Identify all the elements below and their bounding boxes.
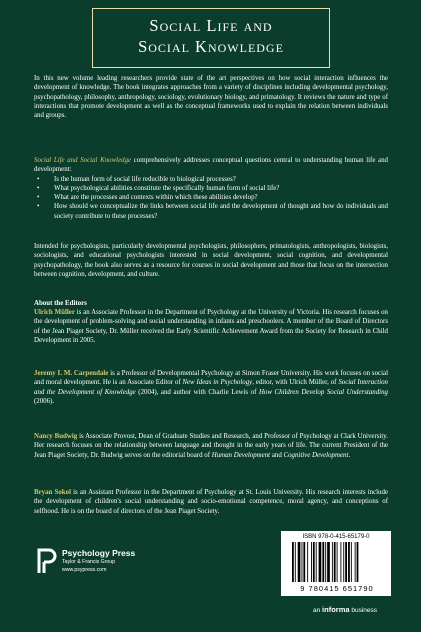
editor-bio-text: is an Assistant Professor in the Department of Psychology at St. Louis University. His research interests include the development of children's social understanding and socio-emotional competence, moral agency, and conceptions of selfhood. He is on the board of directors of the Jean Piaget Society. bbox=[34, 489, 388, 515]
editor-bio-text: . bbox=[348, 451, 351, 459]
title-line-1 bbox=[93, 15, 329, 36]
title-initial-2: S bbox=[138, 37, 149, 56]
editor-bio-text: (2004), and author with Charlie Lewis of bbox=[135, 388, 259, 396]
question-list bbox=[34, 175, 388, 221]
editor-bio-text: is Associate Provost, Dean of Graduate Studies and Research, and Professor of Psychology at Clark University. Her research focuses on the relationship between language and thought in the early years of life. The current President of the Jean Piaget Society, Dr. Budwig serves on the editorial board of bbox=[34, 433, 388, 459]
book-title-italic: Social Life and Social Knowledge bbox=[34, 157, 132, 164]
publisher-name: Psychology Press bbox=[62, 548, 136, 558]
editor-bio-text: is a Professor of Developmental Psychology at Simon Fraser University. His work focuses on social and moral development. He is an Associate Editor of bbox=[34, 370, 388, 387]
informa-tagline bbox=[313, 605, 377, 614]
editor-name: Ulrich Müller bbox=[34, 309, 75, 316]
italic-title: Cognitive Development bbox=[283, 451, 349, 459]
italic-title: New Ideas in Psychology bbox=[182, 379, 253, 387]
editor-bio-text: is an Associate Professor in the Department of Psychology at the University of Victoria. His research focuses on the development of problem-solving and social understanding in infants and preschoolers. A member of the Board of Directors of the Jean Piaget Society, Dr. Müller received the Early Scientific Achievement Award from the Society for Research in Child Development in 2005. bbox=[34, 309, 388, 344]
question-item: • What are the processes and contexts within which these abilities develop? bbox=[54, 193, 388, 202]
editor-bio-budwig bbox=[34, 432, 388, 460]
title-line-2 bbox=[93, 36, 329, 57]
editor-name: Jeremy I. M. Carpendale bbox=[34, 370, 109, 377]
title-initial-1: S bbox=[149, 16, 160, 35]
isbn-barcode-box bbox=[281, 531, 391, 596]
title-rest-2: ocial Knowledge bbox=[148, 37, 284, 56]
publisher-url: www.psypress.com bbox=[62, 567, 107, 573]
questions-lead bbox=[34, 156, 388, 175]
questions-block bbox=[34, 156, 388, 221]
editor-name: Bryan Sokol bbox=[34, 489, 71, 496]
editor-bio-muller bbox=[34, 308, 388, 345]
informa-suffix: business bbox=[349, 607, 378, 614]
questions-lead-text: comprehensively addresses conceptual questions central to understanding human life and development: bbox=[34, 157, 388, 174]
title-rest-1: ocial Life and bbox=[159, 16, 273, 35]
editors-heading: About the Editors bbox=[34, 300, 87, 307]
question-item: • Is the human form of social life reducible to biological processes? bbox=[54, 175, 388, 184]
psychology-press-logo-icon bbox=[36, 547, 58, 575]
question-item: • How should we conceptualize the links between social life and the development of thought and how do individuals and society contribute to these processes? bbox=[54, 202, 388, 221]
publisher-group: Taylor & Francis Group bbox=[62, 559, 116, 565]
question-item: • What psychological abilities constitute the specifically human form of social life? bbox=[54, 184, 388, 193]
editor-bio-carpendale bbox=[34, 369, 388, 406]
title-box bbox=[92, 8, 330, 68]
editor-bio-sokol bbox=[34, 488, 388, 516]
barcode-icon bbox=[291, 542, 381, 582]
intro-paragraph: In this new volume leading researchers provide state of the art perspectives on how social interaction influences the development of knowledge. The book integrates approaches from a variety of disciplines including developmental psychology, psychopathology, philosophy, anthropology, sociology, evolutionary biology, and primatology. It reviews the nature and type of interactions that promote development as well as the conceptual frameworks used to explain the relation between individuals and groups. bbox=[34, 75, 388, 120]
editor-bio-text: and bbox=[270, 451, 284, 459]
barcode-number: 9 780415 651790 bbox=[300, 584, 374, 593]
informa-brand: informa bbox=[322, 605, 350, 614]
informa-prefix: an bbox=[313, 607, 323, 614]
italic-title: Social Interaction and the Development of Knowledge bbox=[34, 379, 388, 396]
editor-name: Nancy Budwig bbox=[34, 433, 78, 440]
audience-paragraph: Intended for psychologists, particularly developmental psychologists, philosophers, primatologists, anthropologists, biologists, sociologists, and educational psychologists interested in social development, social cognition, and developmental psychopathology, the book also serves as a resource for courses in social development and those that focus on the intersection between cognition, development, and culture. bbox=[34, 243, 388, 278]
publisher-logo-block bbox=[36, 547, 176, 583]
italic-title: Human Development bbox=[211, 451, 271, 459]
editor-bio-text: (2006). bbox=[34, 397, 55, 405]
italic-title: How Children Develop Social Understanding bbox=[258, 388, 388, 396]
editor-bio-text: , editor, with Ulrich Müller, of bbox=[252, 379, 339, 387]
isbn-label: ISBN 978-0-415-65179-0 bbox=[302, 534, 370, 540]
